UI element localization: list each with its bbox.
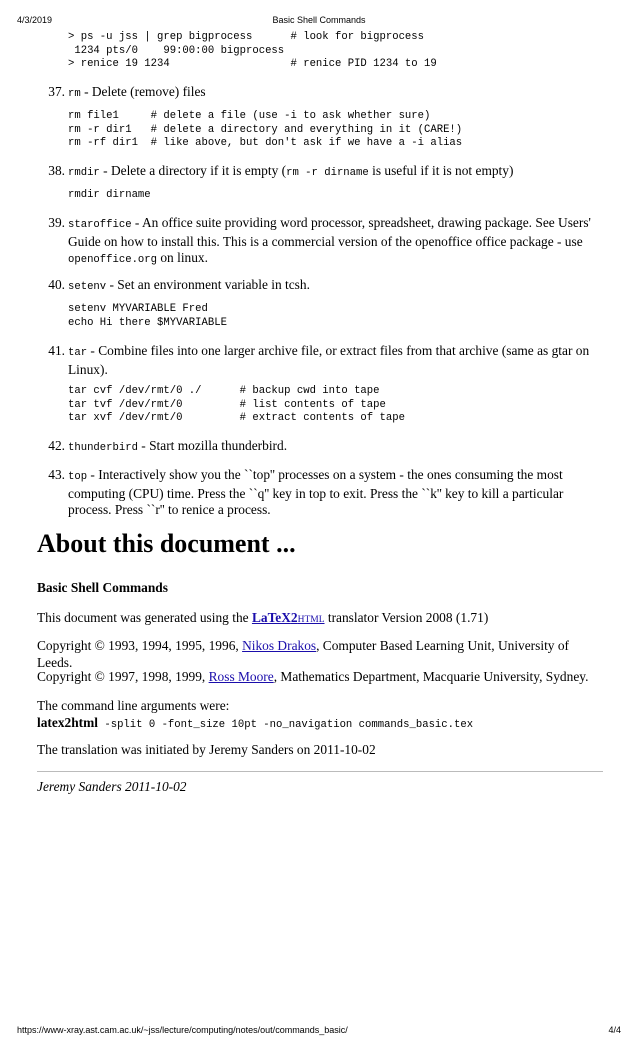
item-description-cont: is useful if it is not empty) — [368, 163, 514, 178]
cmdline-program: latex2html — [37, 715, 98, 730]
latex-link-part3: HTML — [297, 615, 325, 625]
signature: Jeremy Sanders 2011-10-02 — [37, 779, 187, 794]
copyright-1-text: Copyright © 1993, 1994, 1995, 1996, — [37, 638, 243, 653]
copyright-2 — [37, 669, 602, 686]
item-description-cont: on linux. — [157, 250, 208, 265]
generated-text-cont: translator Version 2008 (1.71) — [324, 610, 489, 625]
item-description: - Interactively show you the ``top'' processes on a system - the ones consuming the most computing (CPU) time. Press the ``q'' key in top to exit. Press the ``k'' key to kill a particular process. Press ``r'' to renice a process. — [68, 467, 564, 517]
ross-moore-link[interactable]: Ross Moore — [208, 669, 274, 684]
item-number: 38. — [48, 163, 65, 178]
command-name: tar — [68, 347, 88, 359]
nikos-drakos-link[interactable]: Nikos Drakos — [242, 638, 317, 653]
top-code-block: > ps -u jss | grep bigprocess # look for bigprocess 1234 pts/0 99:00:00 bigprocess > renice 19 1234 # renice PID 1234 to 19 — [68, 31, 437, 70]
code-block-rm: rm file1 # delete a file (use -i to ask whether sure) rm -r dir1 # delete a directory and everything in it (CARE!) rm -rf dir1 # like above, but don't ask if we have a -i alias — [68, 110, 463, 149]
generated-paragraph — [37, 610, 602, 629]
cmdline-intro: The command line arguments were: — [37, 698, 230, 713]
copyright-2-text-cont: , Mathematics Department, Macquarie University, Sydney. — [273, 669, 589, 684]
section-heading: About this document ... — [37, 529, 296, 558]
latex2html-link[interactable] — [252, 610, 325, 625]
item-number: 37. — [48, 84, 65, 99]
command-name: top — [68, 471, 88, 483]
print-url: https://www-xray.ast.cam.ac.uk/~jss/lecture/computing/notes/out/commands_basic/ — [17, 1025, 348, 1035]
code-block-tar: tar cvf /dev/rmt/0 ./ # backup cwd into tape tar tvf /dev/rmt/0 # list contents of tape tar xvf /dev/rmt/0 # extract contents of tape — [68, 385, 405, 424]
command-name: rmdir — [68, 167, 100, 179]
item-number: 42. — [48, 438, 65, 453]
item-number: 40. — [48, 277, 65, 292]
copyright-2-text: Copyright © 1997, 1998, 1999, — [37, 669, 209, 684]
divider — [37, 771, 603, 772]
cmdline-args: -split 0 -font_size 10pt -no_navigation commands_basic.tex — [98, 719, 474, 731]
print-date: 4/3/2019 — [17, 15, 53, 25]
print-header — [0, 15, 638, 27]
copyright-1-text-cont: , Computer Based Learning Unit, University of Leeds. — [37, 638, 569, 670]
list-item-37 — [37, 84, 597, 103]
doc-title: Basic Shell Commands — [37, 580, 168, 595]
item-number: 43. — [48, 467, 65, 482]
item-description: - Combine files into one larger archive file, or extract files from that archive (same as gtar on Linux). — [68, 343, 590, 377]
list-item-42 — [37, 438, 597, 457]
item-description: - Delete a directory if it is empty ( — [99, 163, 287, 178]
list-item-38 — [37, 163, 597, 182]
item-number: 41. — [48, 343, 65, 358]
inline-code: openoffice.org — [68, 254, 158, 266]
generated-text: This document was generated using the — [37, 610, 252, 625]
command-name: rm — [68, 88, 81, 100]
page-number: 4/4 — [608, 1025, 621, 1035]
print-title: Basic Shell Commands — [272, 15, 366, 25]
item-description: - Set an environment variable in tcsh. — [106, 277, 310, 292]
cmdline — [37, 715, 602, 734]
command-name: staroffice — [68, 219, 132, 231]
list-item-43 — [37, 467, 597, 519]
copyright-1 — [37, 638, 602, 671]
list-item-39 — [37, 215, 597, 269]
code-block-rmdir: rmdir dirname — [68, 189, 151, 201]
item-number: 39. — [48, 215, 65, 230]
list-item-41 — [37, 343, 597, 378]
latex-link-part2: 2 — [290, 610, 298, 625]
initiated-text: The translation was initiated by Jeremy Sanders on 2011-10-02 — [37, 742, 376, 757]
code-block-setenv: setenv MYVARIABLE Fred echo Hi there $MYVARIABLE — [68, 303, 227, 329]
item-description: - Start mozilla thunderbird. — [137, 438, 288, 453]
item-description: - An office suite providing word processor, spreadsheet, drawing package. See Users' Guide on how to install this. This is a commercial version of the openoffice office package - use — [68, 215, 591, 249]
print-footer — [0, 1025, 638, 1037]
command-name: setenv — [68, 281, 107, 293]
latex-link-part1: LaTeX — [251, 610, 291, 625]
command-name: thunderbird — [68, 442, 138, 454]
list-item-40 — [37, 277, 597, 296]
inline-code: rm -r dirname — [286, 167, 369, 179]
item-description: - Delete (remove) files — [80, 84, 206, 99]
